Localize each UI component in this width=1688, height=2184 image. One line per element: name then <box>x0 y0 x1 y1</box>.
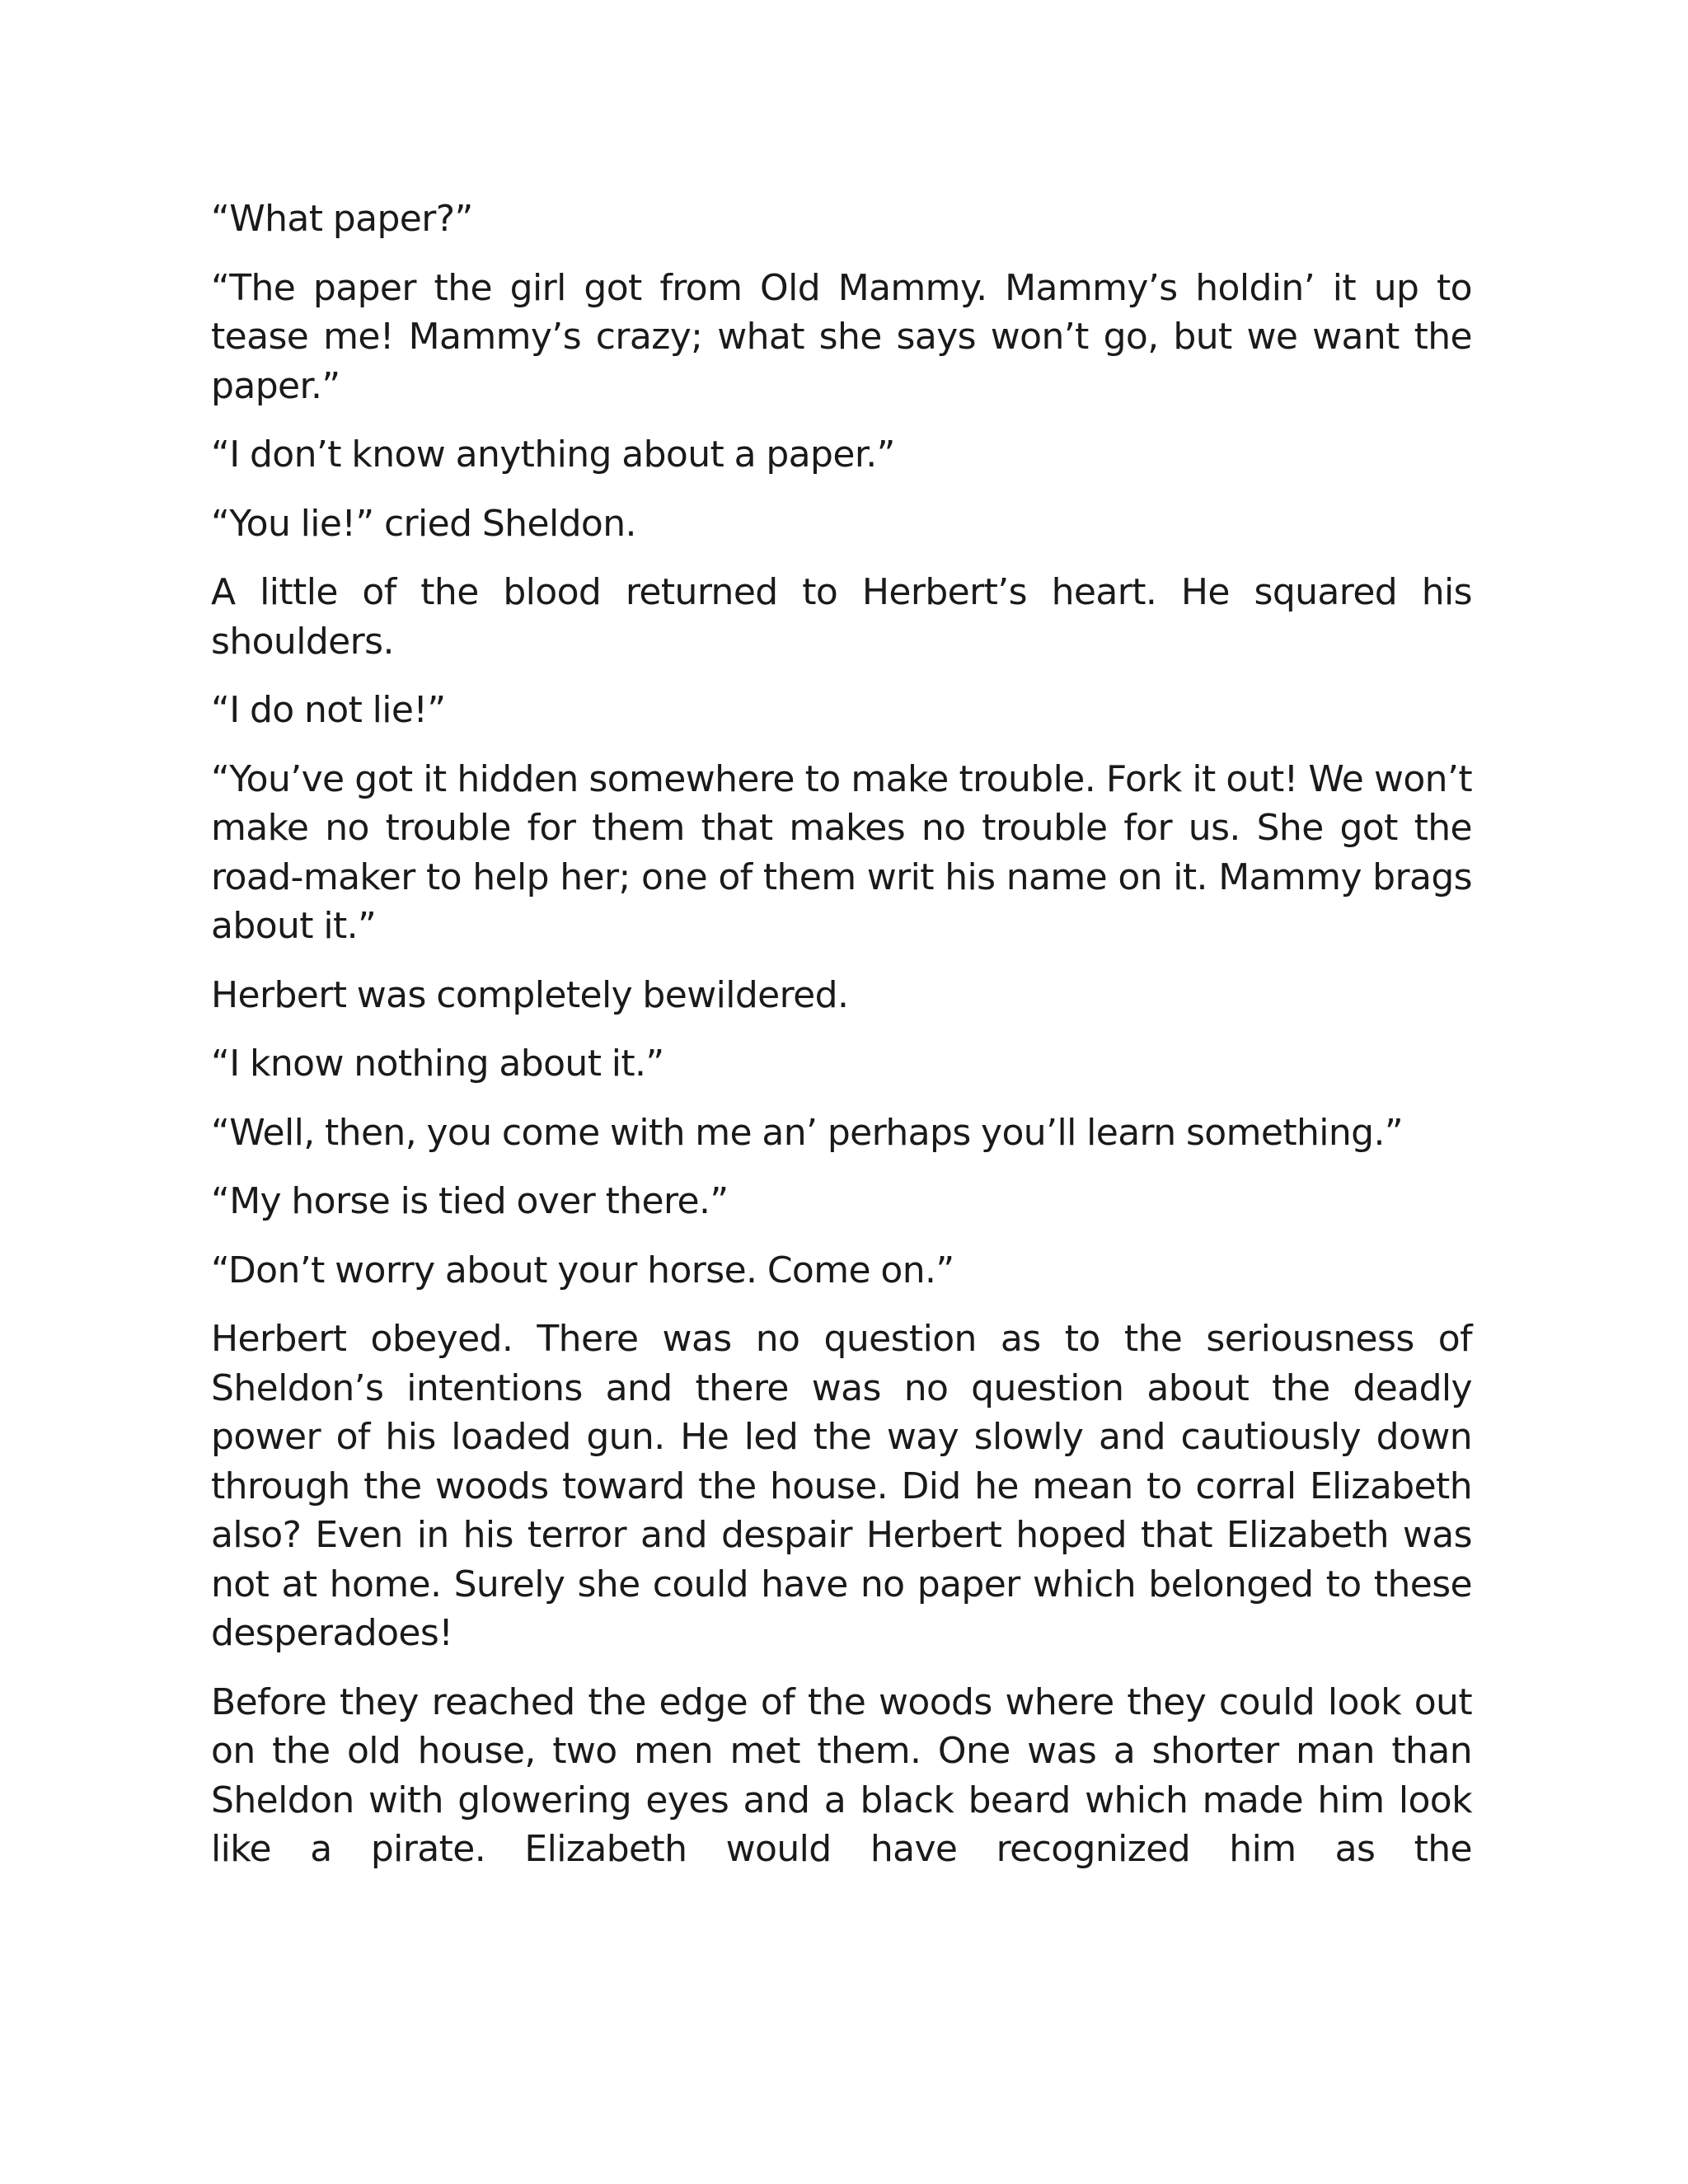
paragraph-2: “The paper the girl got from Old Mammy. Mammy’s holdin’ it up to tease me! Mammy’s crazy; what she says won’t go, but we want the paper.” <box>211 266 1472 407</box>
paragraph-4: “You lie!” cried Sheldon. <box>211 502 636 545</box>
paragraph-9: “I know nothing about it.” <box>211 1043 664 1085</box>
paragraph-14: Before they reached the edge of the woods where they could look out on the old house, two men met them. One was a shorter man than Sheldon with glowering eyes and a black beard which made him look like a pirate. Elizabeth would have recognized him as the <box>211 1680 1472 1870</box>
paragraph-1: “What paper?” <box>211 198 473 240</box>
paragraph-12: “Don’t worry about your horse. Come on.” <box>211 1249 954 1291</box>
paragraph-11: “My horse is tied over there.” <box>211 1180 729 1222</box>
paragraph-6: “I do not lie!” <box>211 689 446 731</box>
paragraph-13: Herbert obeyed. There was no question as to the seriousness of Sheldon’s intentions and there was no question about the deadly power of his loaded gun. He led the way slowly and cautiously down through the woods toward the house. Did he mean to corral Elizabeth also? Even in his terror and despair Herbert hoped that Elizabeth was not at home. Surely she could have no paper which belonged to these desperadoes! <box>211 1318 1472 1654</box>
paragraph-7: “You’ve got it hidden somewhere to make trouble. Fork it out! We won’t make no trouble for them that makes no trouble for us. She got the road-maker to help her; one of them writ his name on it. Mammy brags about it.” <box>211 757 1472 947</box>
paragraph-3: “I don’t know anything about a paper.” <box>211 434 895 476</box>
paragraph-5: A little of the blood returned to Herbert’s heart. He squared his shoulders. <box>211 571 1472 663</box>
paragraph-8: Herbert was completely bewildered. <box>211 973 849 1016</box>
page-body-text <box>211 194 1472 1894</box>
paragraph-10: “Well, then, you come with me an’ perhaps you’ll learn something.” <box>211 1111 1404 1154</box>
